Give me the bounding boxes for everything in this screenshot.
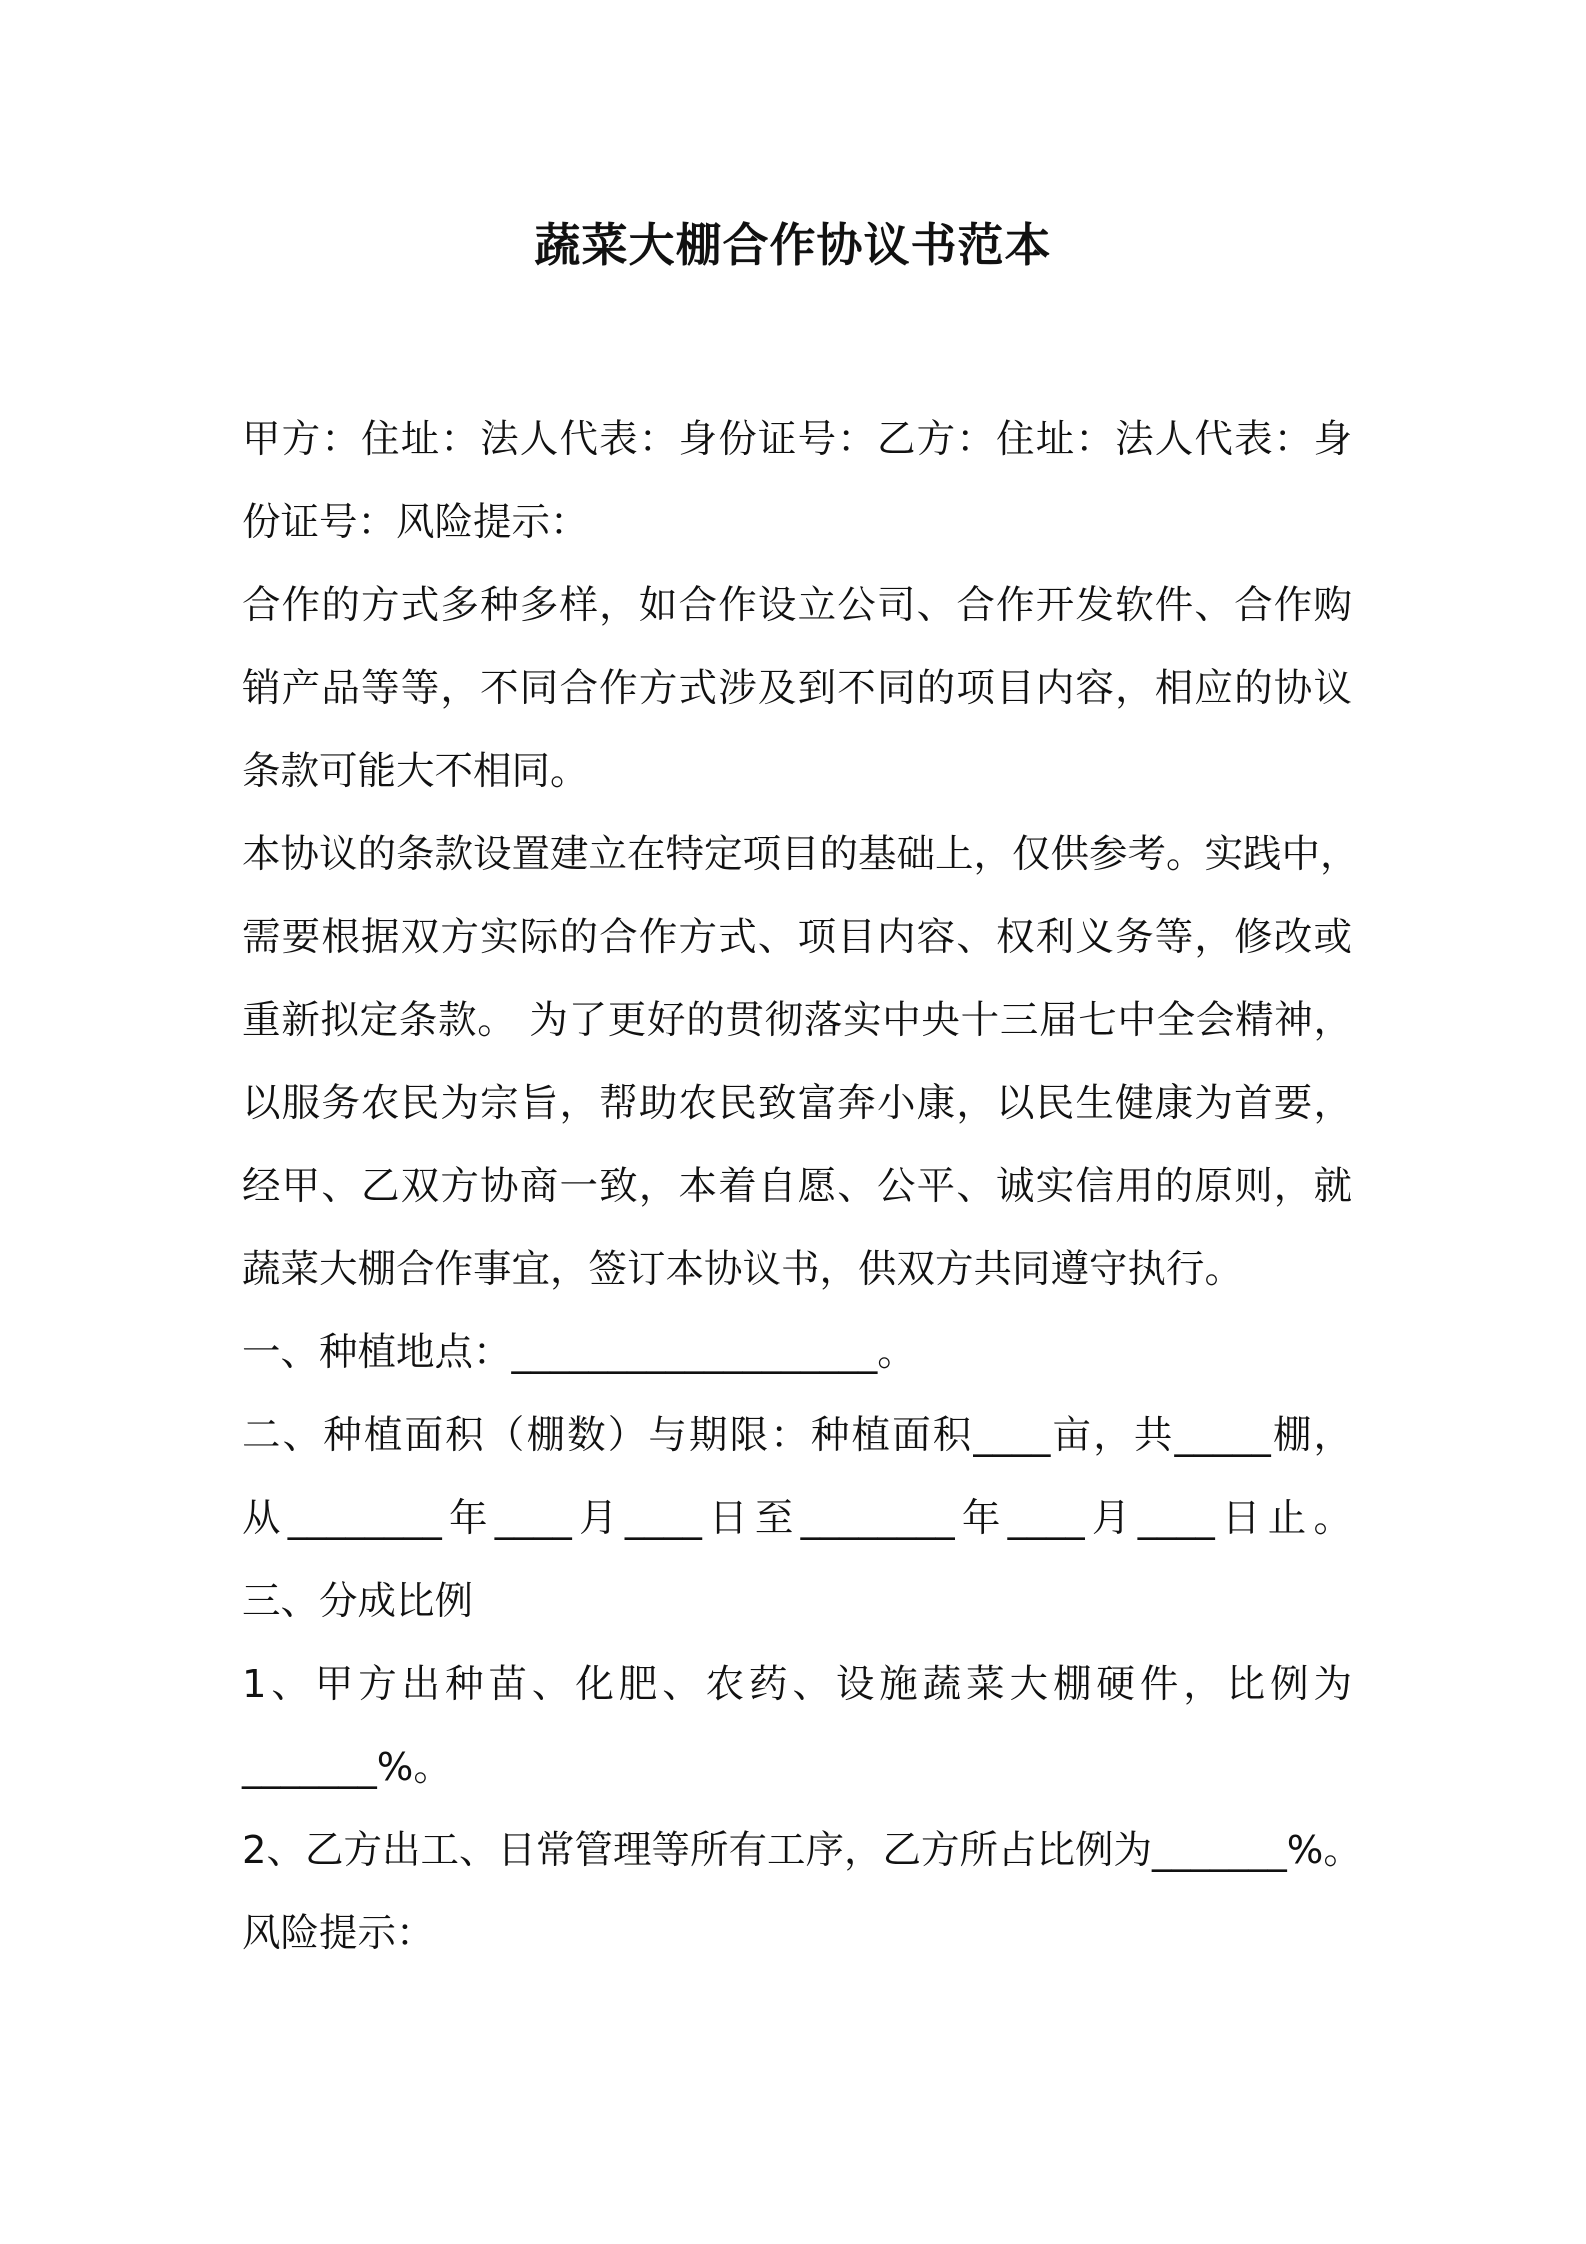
text-line: 蔬菜大棚合作事宜，签订本协议书，供双方共同遵守执行。 [242,1247,1244,1292]
text-line: 经甲、乙双方协商一致，本着自愿、公平、诚实信用的原则，就 [242,1164,1352,1209]
text-line: 本协议的条款设置建立在特定项目的基础上，仅供参考。实践中， [242,832,1359,877]
document-body [242,398,1362,1975]
text-line: 条款可能大不相同。 [242,749,589,794]
text-line: 重新拟定条款。 为了更好的贯彻落实中央十三届七中全会精神， [242,998,1352,1043]
text-line: 销产品等等，不同合作方式涉及到不同的项目内容，相应的协议 [242,666,1352,711]
text-line: 二、种植面积（棚数）与期限：种植面积____亩，共_____棚， [242,1413,1352,1458]
document-title: 蔬菜大棚合作协议书范本 [534,218,1052,272]
text-line: 一、种植地点：___________________。 [242,1330,916,1375]
text-line: 2、乙方出工、日常管理等所有工序，乙方所占比例为_______%。 [242,1828,1362,1873]
text-line: 从________年____月____日至________年____月____日止。 [242,1496,1352,1541]
text-line: 甲方：住址：法人代表：身份证号：乙方：住址：法人代表：身 [242,417,1352,462]
text-line: _______%。 [242,1745,452,1790]
text-line: 合作的方式多种多样，如合作设立公司、合作开发软件、合作购 [242,583,1352,628]
text-line: 份证号：风险提示： [242,500,589,545]
text-line: 1、甲方出种苗、化肥、农药、设施蔬菜大棚硬件，比例为 [242,1662,1352,1707]
text-line: 风险提示： [242,1911,435,1956]
text-line: 以服务农民为宗旨，帮助农民致富奔小康，以民生健康为首要， [242,1081,1352,1126]
text-line: 三、分成比例 [242,1579,474,1624]
text-line: 需要根据双方实际的合作方式、项目内容、权利义务等，修改或 [242,915,1352,960]
